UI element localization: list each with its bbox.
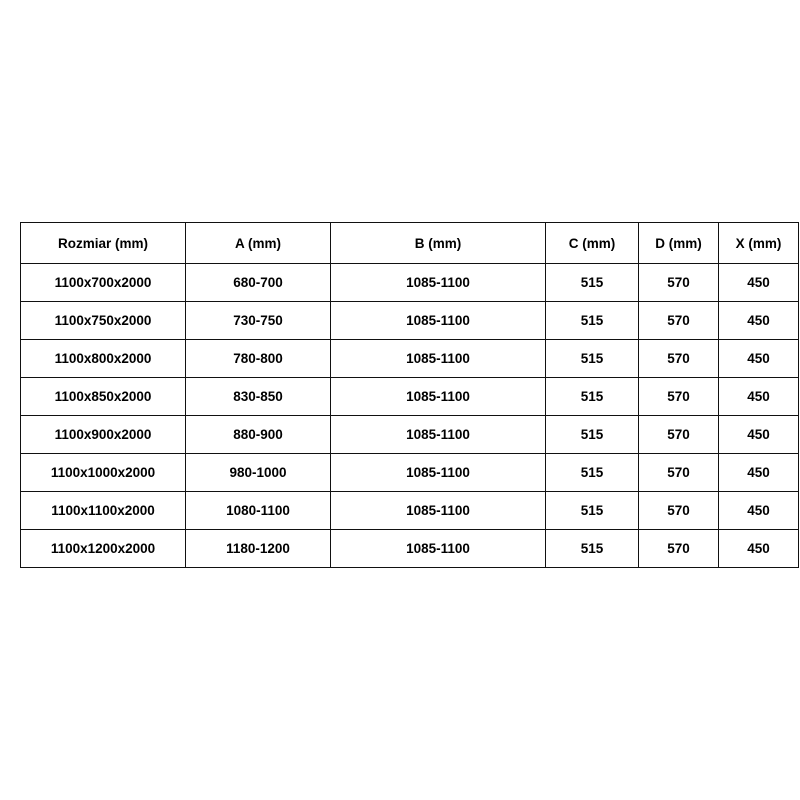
cell-x: 450 bbox=[719, 530, 799, 568]
cell-d: 570 bbox=[639, 340, 719, 378]
cell-b: 1085-1100 bbox=[331, 454, 546, 492]
cell-x: 450 bbox=[719, 416, 799, 454]
cell-rozmiar: 1100x1200x2000 bbox=[21, 530, 186, 568]
cell-x: 450 bbox=[719, 492, 799, 530]
cell-d: 570 bbox=[639, 264, 719, 302]
cell-a: 880-900 bbox=[186, 416, 331, 454]
size-table bbox=[20, 222, 799, 568]
table-header-row bbox=[21, 223, 799, 264]
column-header-c: C (mm) bbox=[546, 223, 639, 264]
cell-x: 450 bbox=[719, 454, 799, 492]
cell-b: 1085-1100 bbox=[331, 302, 546, 340]
cell-c: 515 bbox=[546, 302, 639, 340]
table-row bbox=[21, 492, 799, 530]
cell-x: 450 bbox=[719, 302, 799, 340]
cell-a: 830-850 bbox=[186, 378, 331, 416]
cell-c: 515 bbox=[546, 454, 639, 492]
cell-x: 450 bbox=[719, 340, 799, 378]
column-header-x: X (mm) bbox=[719, 223, 799, 264]
cell-x: 450 bbox=[719, 264, 799, 302]
cell-rozmiar: 1100x750x2000 bbox=[21, 302, 186, 340]
cell-a: 980-1000 bbox=[186, 454, 331, 492]
table-row bbox=[21, 416, 799, 454]
cell-c: 515 bbox=[546, 378, 639, 416]
cell-c: 515 bbox=[546, 492, 639, 530]
cell-c: 515 bbox=[546, 416, 639, 454]
cell-d: 570 bbox=[639, 378, 719, 416]
cell-c: 515 bbox=[546, 530, 639, 568]
cell-a: 780-800 bbox=[186, 340, 331, 378]
column-header-rozmiar: Rozmiar (mm) bbox=[21, 223, 186, 264]
cell-rozmiar: 1100x800x2000 bbox=[21, 340, 186, 378]
size-table-container bbox=[20, 222, 780, 568]
cell-rozmiar: 1100x1000x2000 bbox=[21, 454, 186, 492]
column-header-d: D (mm) bbox=[639, 223, 719, 264]
cell-rozmiar: 1100x850x2000 bbox=[21, 378, 186, 416]
table-row bbox=[21, 454, 799, 492]
table-row bbox=[21, 530, 799, 568]
cell-c: 515 bbox=[546, 340, 639, 378]
column-header-b: B (mm) bbox=[331, 223, 546, 264]
cell-c: 515 bbox=[546, 264, 639, 302]
cell-b: 1085-1100 bbox=[331, 264, 546, 302]
column-header-a: A (mm) bbox=[186, 223, 331, 264]
cell-a: 730-750 bbox=[186, 302, 331, 340]
cell-d: 570 bbox=[639, 454, 719, 492]
cell-x: 450 bbox=[719, 378, 799, 416]
table-row bbox=[21, 302, 799, 340]
cell-b: 1085-1100 bbox=[331, 378, 546, 416]
cell-d: 570 bbox=[639, 302, 719, 340]
cell-b: 1085-1100 bbox=[331, 492, 546, 530]
cell-rozmiar: 1100x900x2000 bbox=[21, 416, 186, 454]
cell-rozmiar: 1100x700x2000 bbox=[21, 264, 186, 302]
cell-a: 680-700 bbox=[186, 264, 331, 302]
cell-d: 570 bbox=[639, 416, 719, 454]
cell-d: 570 bbox=[639, 530, 719, 568]
cell-b: 1085-1100 bbox=[331, 416, 546, 454]
cell-b: 1085-1100 bbox=[331, 340, 546, 378]
table-row bbox=[21, 340, 799, 378]
cell-a: 1180-1200 bbox=[186, 530, 331, 568]
cell-a: 1080-1100 bbox=[186, 492, 331, 530]
cell-d: 570 bbox=[639, 492, 719, 530]
table-row bbox=[21, 378, 799, 416]
cell-b: 1085-1100 bbox=[331, 530, 546, 568]
table-row bbox=[21, 264, 799, 302]
cell-rozmiar: 1100x1100x2000 bbox=[21, 492, 186, 530]
